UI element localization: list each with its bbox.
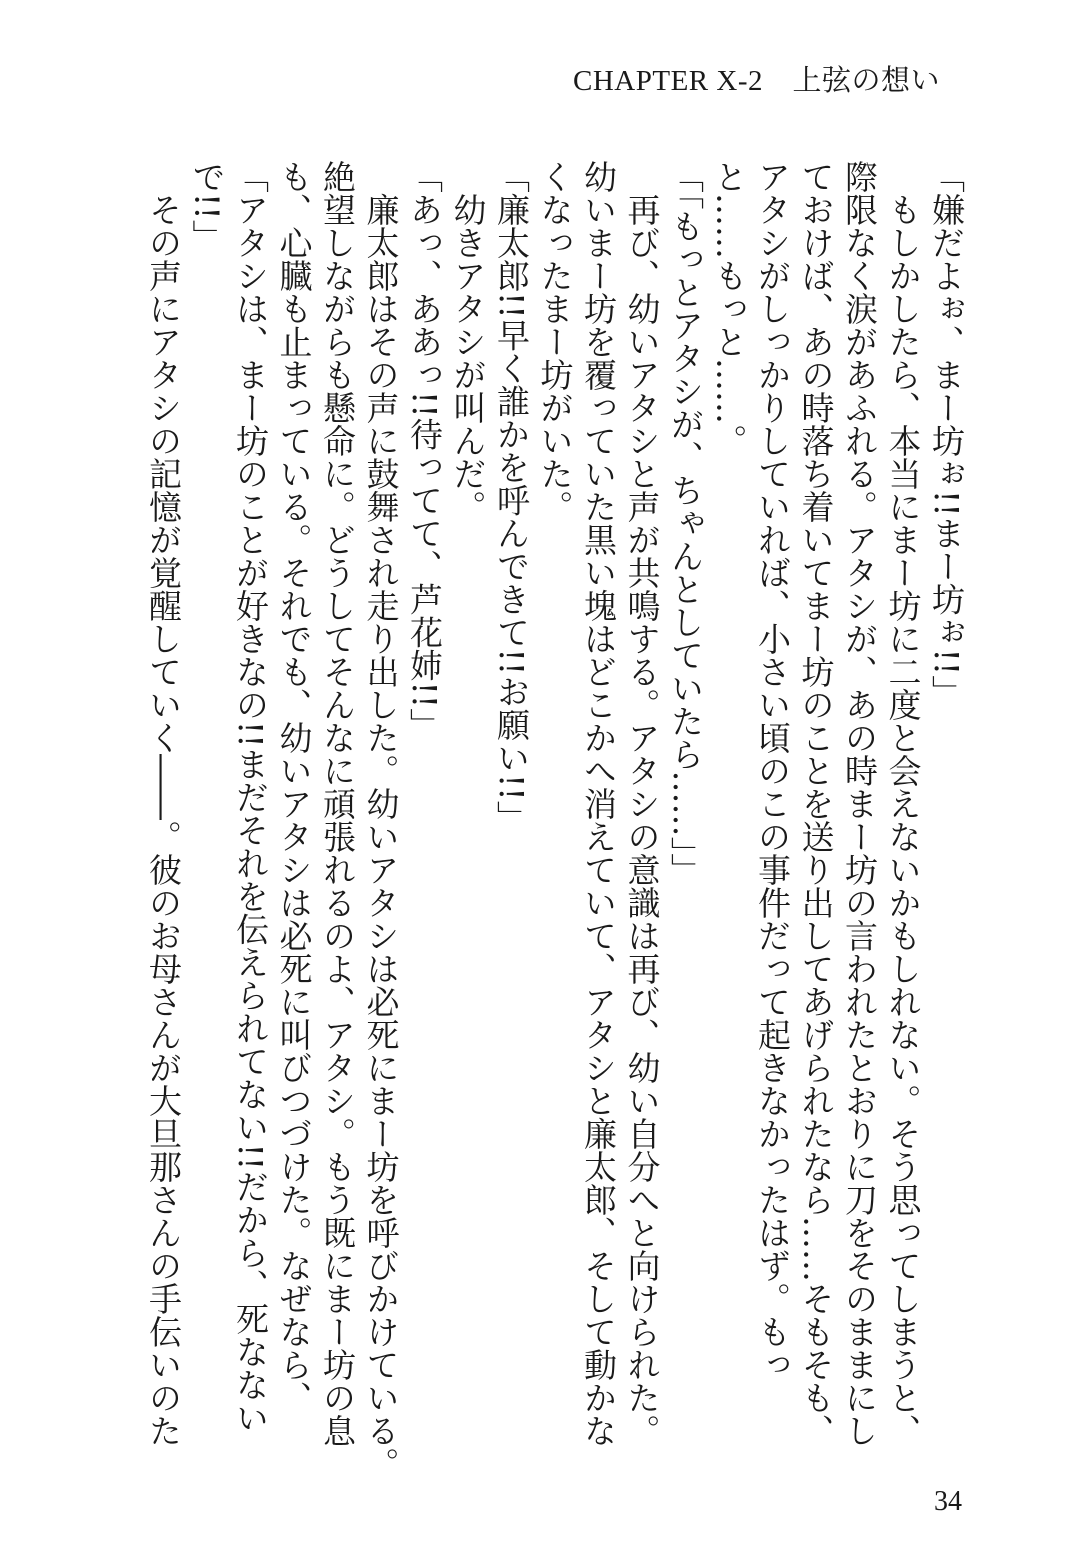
text-line: 幼いまー坊を覆っていた黒い塊はどこかへ消えていて、アタシと廉太郎、そして動かな bbox=[579, 160, 618, 1447]
text-line: ておけば、あの時落ち着いてまー坊のことを送り出してあげられたなら……そもそも、 bbox=[796, 160, 836, 1447]
text-line: 際限なく涙があふれる。アタシが、あの時まー坊の言われたとおりに刀をそのままにし bbox=[840, 160, 879, 1447]
chapter-header: CHAPTER X-2 上弦の想い bbox=[573, 65, 940, 97]
text-line: 「嫌だよぉ、まー坊ぉ!!まー坊ぉ!!」 bbox=[927, 160, 966, 709]
text-line: 廉太郎はその声に鼓舞され走り出した。幼いアタシは必死にまー坊を呼びかけている。 bbox=[361, 193, 401, 1480]
text-line: もしかしたら、本当にまー坊に二度と会えないかもしれない。そう思ってしまうと、 bbox=[883, 193, 923, 1447]
text-line: 「アタシは、まー坊のことが好きなの!!まだそれを伝えられてない!!だから、死なない bbox=[231, 160, 270, 1435]
text-line: 「廉太郎!!早く誰かを呼んできて!!お願い!!」 bbox=[492, 160, 531, 834]
text-line: と……もっと……。 bbox=[709, 160, 749, 457]
text-line: くなったまー坊がいた。 bbox=[535, 160, 575, 523]
text-line: その声にアタシの記憶が覚醒していく――。彼のお母さんが大旦那さんの手伝いのた bbox=[144, 193, 183, 1447]
text-line: アタシがしっかりしていれば、小さい頃のこの事件だって起きなかったはず。もっ bbox=[753, 160, 792, 1381]
text-line: も、心臓も止まっている。それでも、幼いアタシは必死に叫びつづけた。なぜなら、 bbox=[274, 160, 314, 1414]
text-line: 「あっ、ああっ!!待ってて、芦花姉!!」 bbox=[405, 160, 444, 742]
text-line: 幼きアタシが叫んだ。 bbox=[448, 193, 488, 523]
text-line: 絶望しながらも懸命に。どうしてそんなに頑張れるのよ、アタシ。もう既にまー坊の息 bbox=[318, 160, 357, 1447]
vertical-body-text bbox=[142, 160, 969, 1480]
text-line: で!!」 bbox=[187, 160, 227, 253]
page-number: 34 bbox=[934, 1486, 962, 1517]
text-line: 「「もっとアタシが、ちゃんとしていたら……」」 bbox=[666, 160, 705, 886]
text-line: 再び、幼いアタシと声が共鳴する。アタシの意識は再び、幼い自分へと向けられた。 bbox=[622, 193, 662, 1447]
